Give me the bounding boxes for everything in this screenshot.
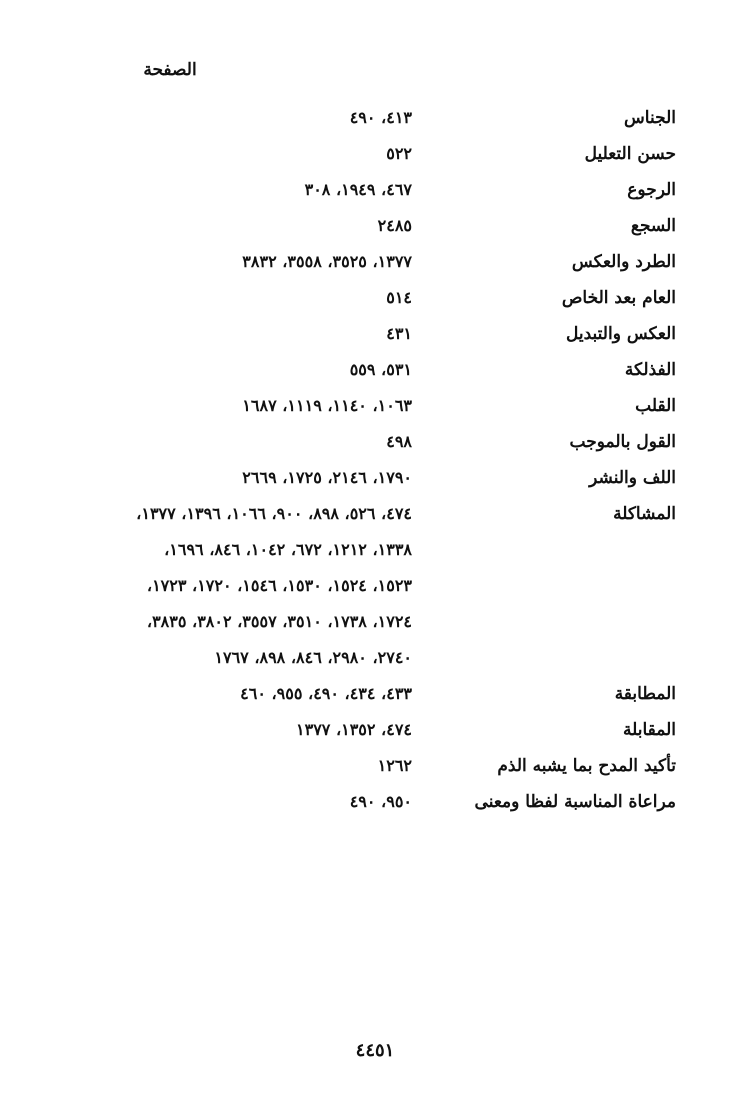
index-term: القلب: [635, 396, 676, 416]
index-term: الفذلكة: [624, 360, 676, 380]
index-entry: [46, 172, 676, 208]
index-term: المطابقة: [614, 684, 676, 704]
index-page-refs: [46, 280, 502, 316]
index-entry: [46, 676, 676, 712]
index-page-refs: [46, 208, 502, 244]
index-entry: [46, 712, 676, 748]
index-entry: [46, 280, 676, 316]
index-term: الجناس: [624, 108, 676, 128]
page-ref-line: ١٣٧٧، ٣٥٢٥، ٣٥٥٨، ٣٨٣٢: [242, 252, 412, 271]
page-ref-line: ٥٣١، ٥٥٩: [349, 360, 412, 379]
page-ref-line: ٤٣٣، ٤٣٤، ٤٩٠، ٩٥٥، ٤٦٠: [240, 684, 412, 703]
index-page-refs: [46, 316, 502, 352]
index-page-refs: [46, 172, 502, 208]
index-entry: [46, 208, 676, 244]
index-term: المشاكلة: [613, 504, 676, 524]
page-ref-line: ١٧٩٠، ٢١٤٦، ١٧٢٥، ٢٦٦٩: [242, 468, 412, 487]
index-term: مراعاة المناسبة لفظا ومعنى: [474, 792, 676, 812]
index-page-refs: [46, 388, 502, 424]
page-number: ٤٤٥١: [355, 1040, 395, 1061]
page-ref-line: ١٧٢٤، ١٧٣٨، ٣٥١٠، ٣٥٥٧، ٣٨٠٢، ٣٨٣٥،: [146, 612, 412, 631]
page-ref-line: ٥١٤: [386, 288, 412, 307]
index-entry: [46, 352, 676, 388]
index-term: القول بالموجب: [569, 432, 676, 452]
index-page-refs: [46, 244, 502, 280]
index-entry: [46, 388, 676, 424]
index-term: العام بعد الخاص: [561, 288, 676, 308]
page-column-header: الصفحة: [143, 60, 197, 80]
index-term: الطرد والعكس: [571, 252, 676, 272]
index-page-refs: [46, 352, 502, 388]
page-ref-line: ٩٥٠، ٤٩٠: [349, 792, 412, 811]
index-page-refs: [46, 748, 502, 784]
index-term: المقابلة: [623, 720, 676, 740]
index-page-refs: [46, 100, 502, 136]
page-ref-line: ١٥٢٣، ١٥٢٤، ١٥٣٠، ١٥٤٦، ١٧٢٠، ١٧٢٣،: [146, 576, 412, 595]
page-ref-line: ٤٧٤، ١٣٥٢، ١٣٧٧: [296, 720, 412, 739]
index-entry: [46, 460, 676, 496]
index-page-refs: [46, 676, 502, 712]
page-ref-line: ١٣٣٨، ١٢١٢، ٦٧٢، ١٠٤٢، ٨٤٦، ١٦٩٦،: [164, 540, 412, 559]
page-ref-line: ١٢٦٢: [377, 756, 412, 775]
index-term: حسن التعليل: [584, 144, 676, 164]
index-page-refs: [46, 712, 502, 748]
index-page-refs: [46, 136, 502, 172]
index-entry: [46, 136, 676, 172]
index-entry: [46, 784, 676, 820]
page-ref-line: ٤٦٧، ١٩٤٩، ٣٠٨: [304, 180, 412, 199]
page-ref-line: ٤٣١: [386, 324, 412, 343]
index-entry: [46, 244, 676, 280]
page-ref-line: ٤١٣، ٤٩٠: [349, 108, 412, 127]
index-entry: [46, 316, 676, 352]
page-ref-line: ٢٤٨٥: [377, 216, 412, 235]
index-entry: [46, 496, 676, 676]
index-term: تأكيد المدح بما يشبه الذم: [497, 756, 676, 776]
page-ref-line: ٥٢٢: [386, 144, 412, 163]
page-ref-line: ١٠٦٣، ١١٤٠، ١١١٩، ١٦٨٧: [242, 396, 412, 415]
index-entry: [46, 100, 676, 136]
page-ref-line: ٢٧٤٠، ٢٩٨٠، ٨٤٦، ٨٩٨، ١٧٦٧: [214, 648, 412, 667]
index-term: الرجوع: [627, 180, 676, 200]
index-term: السجع: [630, 216, 676, 236]
index-page-refs: [46, 424, 502, 460]
index-entry: [46, 748, 676, 784]
page-ref-line: ٤٩٨: [386, 432, 412, 451]
index-page-refs: [46, 460, 502, 496]
index-term: اللف والنشر: [589, 468, 676, 488]
index-list: [46, 100, 676, 820]
index-term: العكس والتبديل: [566, 324, 676, 344]
index-entry: [46, 424, 676, 460]
page-ref-line: ٤٧٤، ٥٢٦، ٨٩٨، ٩٠٠، ١٠٦٦، ١٣٩٦، ١٣٧٧،: [136, 504, 412, 523]
index-page-refs: [46, 496, 502, 676]
index-page-refs: [46, 784, 502, 820]
